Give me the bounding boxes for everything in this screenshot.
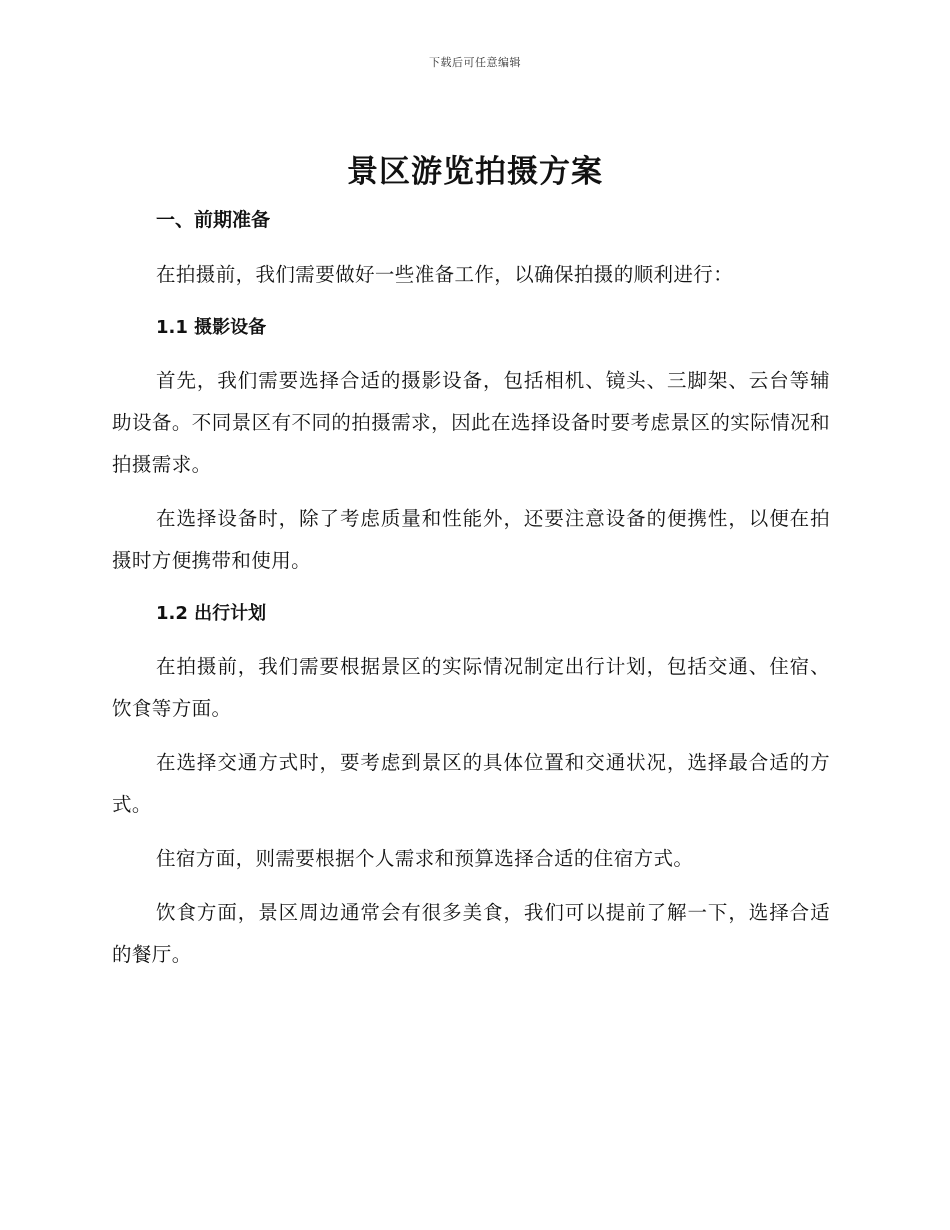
subsection-heading-travel-plan: 1.2 出行计划	[156, 603, 267, 624]
paragraph-travel-4: 饮食方面，景区周边通常会有很多美食，我们可以提前了解一下，选择合适的餐厅。	[112, 901, 830, 966]
section-heading-preparation: 一、前期准备	[156, 209, 271, 231]
subsection-heading-equipment: 1.1 摄影设备	[156, 317, 267, 338]
document-title: 景区游览拍摄方案	[347, 154, 603, 190]
paragraph-travel-1: 在拍摄前，我们需要根据景区的实际情况制定出行计划，包括交通、住宿、饮食等方面。	[112, 655, 830, 720]
paragraph-travel-3: 住宿方面，则需要根据个人需求和预算选择合适的住宿方式。	[156, 847, 694, 870]
paragraph-equipment-1: 首先，我们需要选择合适的摄影设备，包括相机、镜头、三脚架、云台等辅助设备。不同景区有不同的拍摄需求，因此在选择设备时要考虑景区的实际情况和拍摄需求。	[112, 369, 830, 476]
paragraph-travel-2: 在选择交通方式时，要考虑到景区的具体位置和交通状况，选择最合适的方式。	[112, 751, 830, 816]
paragraph-intro: 在拍摄前，我们需要做好一些准备工作，以确保拍摄的顺利进行：	[156, 263, 734, 286]
document-body	[112, 200, 830, 988]
header-note: 下载后可任意编辑	[429, 56, 521, 69]
paragraph-equipment-2: 在选择设备时，除了考虑质量和性能外，还要注意设备的便携性，以便在拍摄时方便携带和使用。	[112, 507, 830, 572]
